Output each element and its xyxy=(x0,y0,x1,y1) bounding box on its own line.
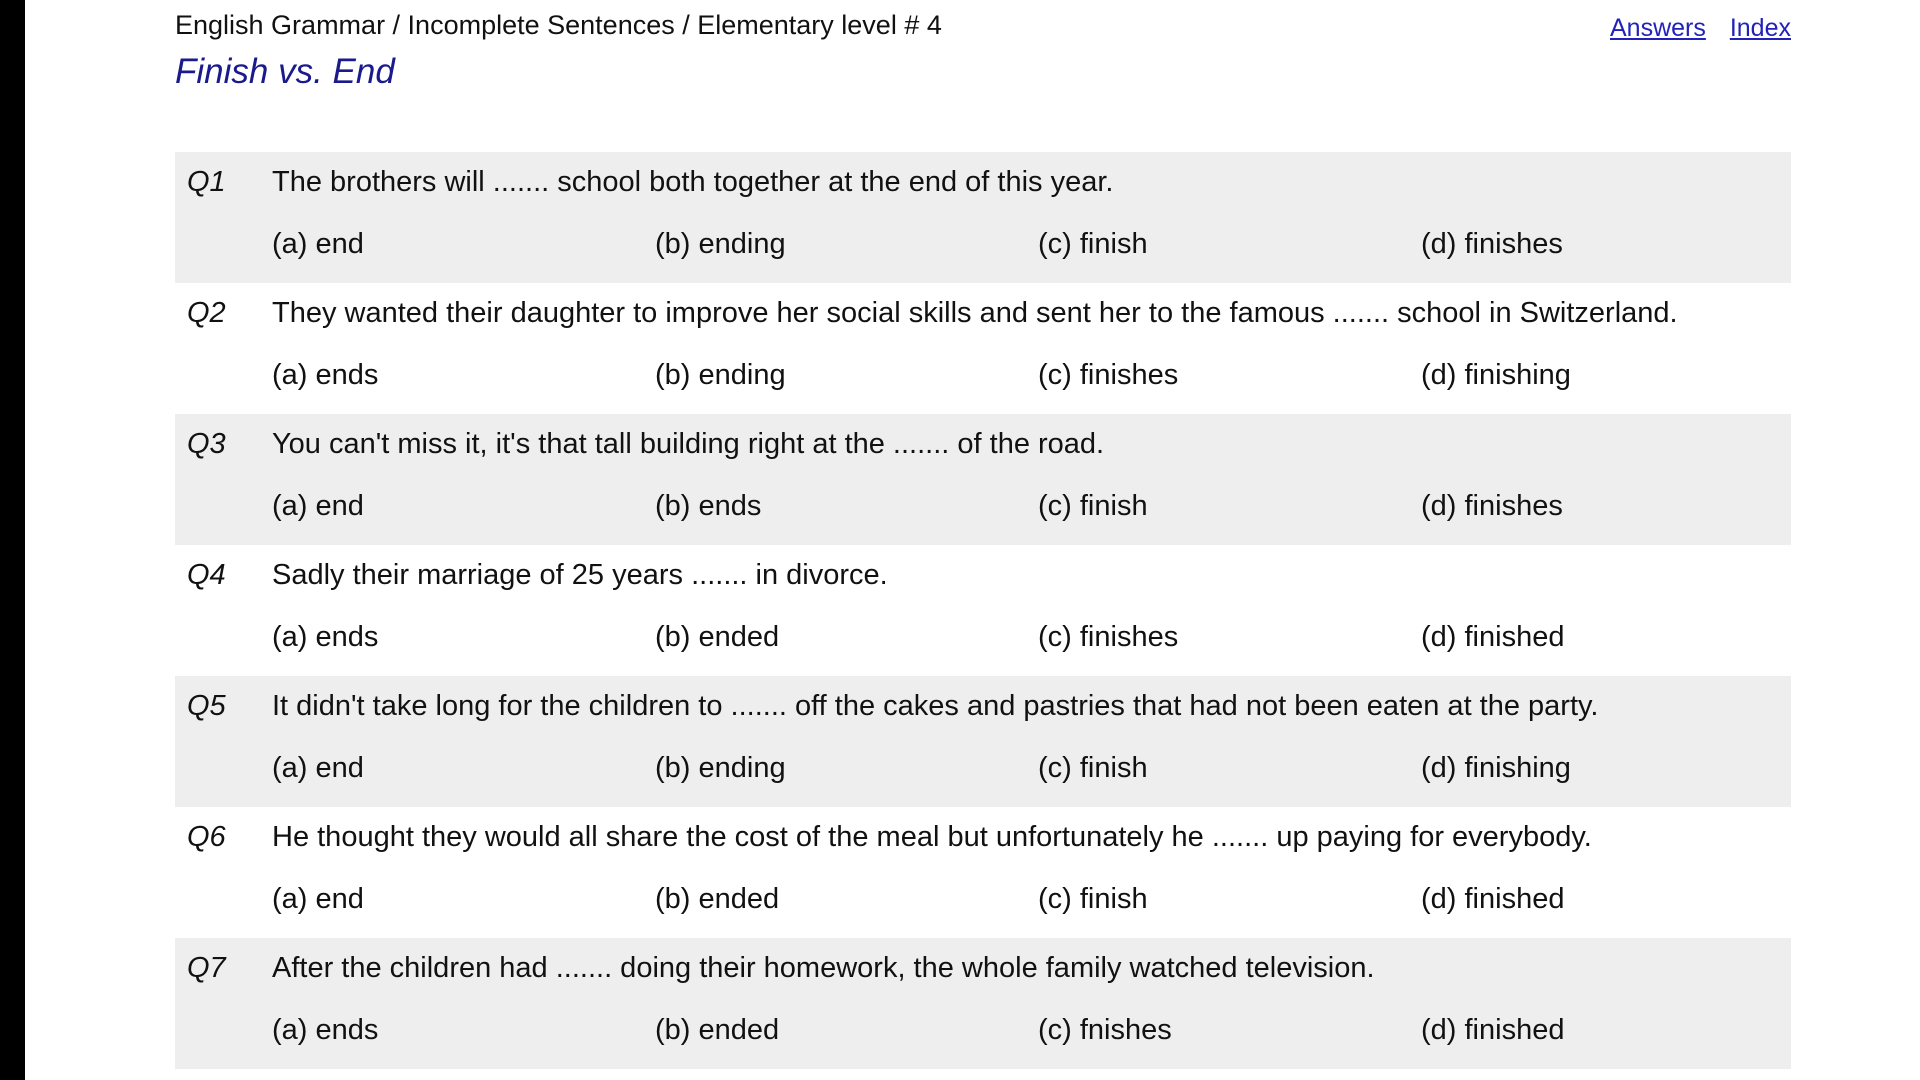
option-b[interactable]: (b) ended xyxy=(655,883,780,915)
answers-link[interactable]: Answers xyxy=(1610,14,1706,42)
question-block xyxy=(175,283,1791,414)
question-text: They wanted their daughter to improve her social skills and sent her to the famous ....... school in Switzerland. xyxy=(272,297,1678,329)
option-a[interactable]: (a) ends xyxy=(272,1014,379,1046)
option-d[interactable]: (d) finishing xyxy=(1421,359,1571,391)
question-text: You can't miss it, it's that tall building right at the ....... of the road. xyxy=(272,428,1105,460)
question-block xyxy=(175,414,1791,545)
option-d[interactable]: (d) finished xyxy=(1421,883,1565,915)
option-a[interactable]: (a) ends xyxy=(272,621,379,653)
option-d[interactable]: (d) finished xyxy=(1421,621,1565,653)
question-block xyxy=(175,938,1791,1069)
page-title: Finish vs. End xyxy=(175,52,395,91)
question-list xyxy=(175,152,1791,1069)
question-text: He thought they would all share the cost of the meal but unfortunately he ....... up paying for everybody. xyxy=(272,821,1592,853)
answer-options xyxy=(272,490,1772,530)
option-b[interactable]: (b) ending xyxy=(655,359,786,391)
option-b[interactable]: (b) ends xyxy=(655,490,762,522)
option-d[interactable]: (d) finishes xyxy=(1421,490,1563,522)
question-text: Sadly their marriage of 25 years ....... in divorce. xyxy=(272,559,888,591)
option-a[interactable]: (a) end xyxy=(272,752,364,784)
option-d[interactable]: (d) finished xyxy=(1421,1014,1565,1046)
question-block xyxy=(175,152,1791,283)
question-number: Q3 xyxy=(187,428,226,460)
option-c[interactable]: (c) finish xyxy=(1038,752,1148,784)
answer-options xyxy=(272,228,1772,268)
option-c[interactable]: (c) finish xyxy=(1038,883,1148,915)
question-number: Q6 xyxy=(187,821,226,853)
question-block xyxy=(175,545,1791,676)
question-block xyxy=(175,807,1791,938)
top-links xyxy=(1593,14,1791,43)
question-number: Q1 xyxy=(187,166,226,198)
option-c[interactable]: (c) finishes xyxy=(1038,621,1179,653)
option-c[interactable]: (c) fnishes xyxy=(1038,1014,1172,1046)
option-c[interactable]: (c) finish xyxy=(1038,228,1148,260)
index-link[interactable]: Index xyxy=(1729,14,1791,42)
answer-options xyxy=(272,359,1772,399)
question-number: Q7 xyxy=(187,952,226,984)
option-a[interactable]: (a) end xyxy=(272,883,364,915)
answer-options xyxy=(272,752,1772,792)
option-d[interactable]: (d) finishing xyxy=(1421,752,1571,784)
option-b[interactable]: (b) ended xyxy=(655,621,780,653)
option-a[interactable]: (a) end xyxy=(272,490,364,522)
option-b[interactable]: (b) ending xyxy=(655,228,786,260)
question-text: The brothers will ....... school both together at the end of this year. xyxy=(272,166,1114,198)
answer-options xyxy=(272,1014,1772,1054)
left-edge-bar xyxy=(0,0,25,1080)
question-text: After the children had ....... doing their homework, the whole family watched television. xyxy=(272,952,1375,984)
answer-options xyxy=(272,621,1772,661)
option-a[interactable]: (a) ends xyxy=(272,359,379,391)
option-c[interactable]: (c) finishes xyxy=(1038,359,1179,391)
answer-options xyxy=(272,883,1772,923)
option-a[interactable]: (a) end xyxy=(272,228,364,260)
question-number: Q4 xyxy=(187,559,226,591)
question-number: Q2 xyxy=(187,297,226,329)
question-block xyxy=(175,676,1791,807)
option-b[interactable]: (b) ended xyxy=(655,1014,780,1046)
question-text: It didn't take long for the children to ....... off the cakes and pastries that had not been eaten at the party. xyxy=(272,690,1599,722)
option-d[interactable]: (d) finishes xyxy=(1421,228,1563,260)
breadcrumb: English Grammar / Incomplete Sentences / Elementary level # 4 xyxy=(175,10,942,40)
option-c[interactable]: (c) finish xyxy=(1038,490,1148,522)
question-number: Q5 xyxy=(187,690,226,722)
option-b[interactable]: (b) ending xyxy=(655,752,786,784)
